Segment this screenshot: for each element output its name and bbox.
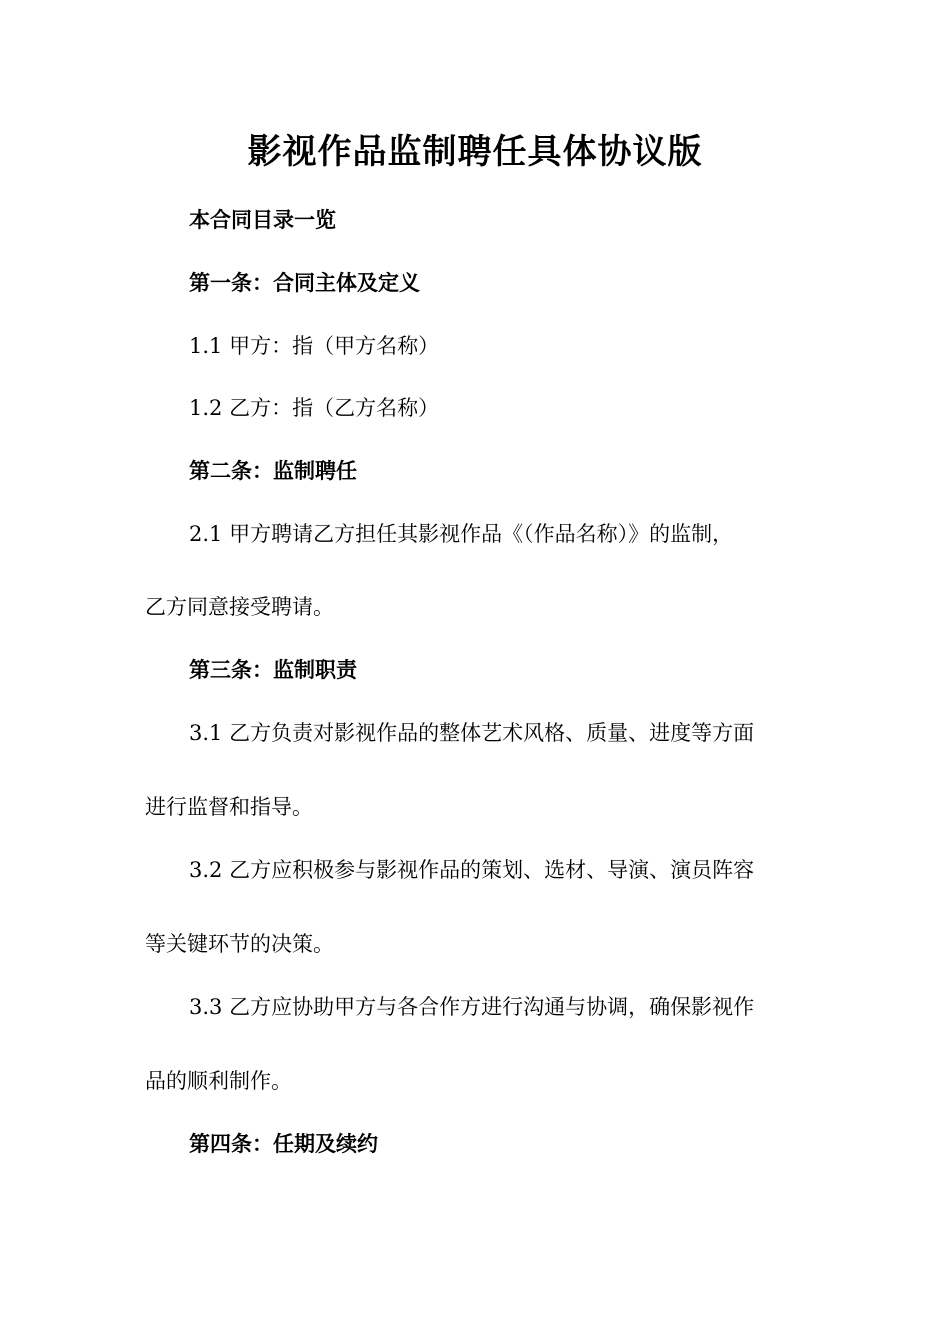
clause-2-1-continued: 乙方同意接受聘请。 bbox=[145, 595, 334, 619]
clause-3-3: 3.3 乙方应协助甲方与各合作方进行沟通与协调，确保影视作 bbox=[189, 995, 755, 1019]
clause-2-1: 2.1 甲方聘请乙方担任其影视作品《（作品名称）》的监制， bbox=[189, 522, 734, 546]
toc-heading: 本合同目录一览 bbox=[189, 208, 336, 232]
article-2-heading: 第二条：监制聘任 bbox=[189, 459, 357, 483]
clause-3-2: 3.2 乙方应积极参与影视作品的策划、选材、导演、演员阵容 bbox=[189, 858, 755, 882]
clause-3-3-continued: 品的顺利制作。 bbox=[145, 1069, 292, 1093]
clause-3-1: 3.1 乙方负责对影视作品的整体艺术风格、质量、进度等方面 bbox=[189, 721, 755, 745]
article-3-heading: 第三条：监制职责 bbox=[189, 658, 357, 682]
article-4-heading: 第四条：任期及续约 bbox=[189, 1132, 378, 1156]
article-1-heading: 第一条：合同主体及定义 bbox=[189, 271, 420, 295]
clause-1-1: 1.1 甲方：指（甲方名称） bbox=[189, 334, 440, 358]
document-title: 影视作品监制聘任具体协议版 bbox=[247, 132, 703, 172]
clause-3-1-continued: 进行监督和指导。 bbox=[145, 795, 313, 819]
clause-1-2: 1.2 乙方：指（乙方名称） bbox=[189, 396, 440, 420]
clause-3-2-continued: 等关键环节的决策。 bbox=[145, 932, 334, 956]
